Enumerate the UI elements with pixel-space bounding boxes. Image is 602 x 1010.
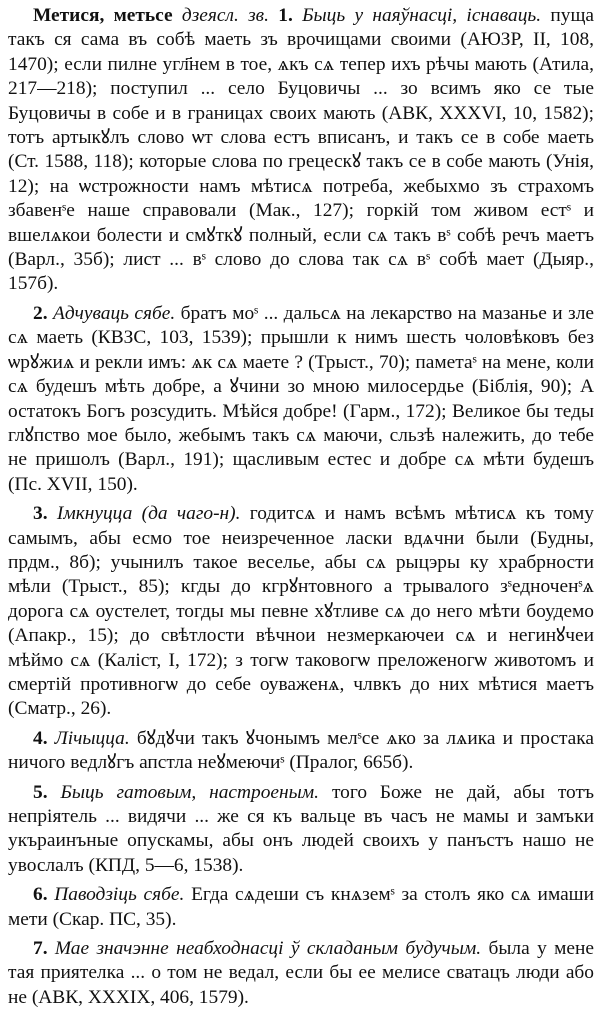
sense-citations: братъ моˢ ... дальсѧ на лекарство на мазанье и зле сѧ маеть (КВЗС, 103, 1539); прышли к нимъ шесть чоловѣковъ без ѡрꙋжиѧ и рекли имъ: ѧк сѧ маете ? (Трыст., 70); паметаˢ на мене, коли сѧ будешъ мѣть добре, а ꙋчини зо мною милосердье (Біблія, 90); А остатокъ Богъ розсудить. Мѣйся добре! (Гарм., 172); Великое бы теды глꙋпство мое было, жебымъ такъ сѧ маючи, сльзѣ належить, до тебе не пришолъ (Варл., 191); щасливым естес и добре сѧ мѣти будешъ (Пс. XVII, 150). [8, 302, 594, 495]
sense-gloss: Імкнуцца (да чаго-н). [56, 503, 241, 525]
sense-1 [8, 4, 594, 297]
sense-6 [8, 883, 594, 932]
entry-headword: Метися, метьсе [33, 5, 173, 26]
sense-citations: была у мене тая приятелка ... о том не ведал, если бы ее мелисе сватацъ люди або не (АВК, XXXIX, 406, 1579). [8, 938, 594, 1008]
sense-number: 5. [33, 781, 48, 803]
sense-gloss: Быць у наяўнасці, існаваць. [302, 5, 542, 26]
sense-number: 2. [33, 302, 48, 324]
sense-4 [8, 727, 594, 776]
sense-citations: того Боже не дай, абы тотъ непріятель ... видячи ... же ся къ вальце въ часъ не мамы и замъки укъраинъные опускамы, абы онъ людей своихъ у панъстъ нашо не увослалъ (КПД, 5—6, 1538). [8, 781, 594, 876]
grammar-label: дзеясл. зв. [181, 5, 269, 26]
sense-gloss: Быць гатовым, настроеным. [60, 781, 320, 803]
sense-gloss: Адчуваць сябе. [52, 302, 176, 324]
sense-3 [8, 502, 594, 722]
sense-2 [8, 302, 594, 497]
sense-citations: бꙋдꙋчи такъ ꙋчонымъ мелˢсе ѧко за лѧика и простака ничого ведлꙋгъ апстла неꙋмеючиˢ (Пралог, 665б). [8, 727, 594, 774]
sense-5 [8, 781, 594, 879]
sense-7 [8, 937, 594, 1010]
sense-citations: пуща такъ ся сама въ собѣ маеть зъ врочищами своими (АЮЗР, II, 108, 1470); если пилне угл҃нем в тое, ѧкъ сѧ тепер ихъ рѣчы мають (Атила, 217—218); поступил ... село Буцовичы ... зо всимъ яко се тые Буцовичы в собе и в границах своих мають (АВК, XXXVI, 10, 1582); тотъ артыкꙋлъ слово ѡт слова естъ вписанъ, и такъ се в собе маеть (Ст. 1588, 118); которые слова по грецескꙋ такъ се в собе мають (Унія, 12); на ѡстрожности намъ мѣтисѧ потреба, жебыхмо зъ страхомъ збавенˢе наше справовали (Мак., 127); горкій том живом естˢ и вшелѧкои болести и смꙋткꙋ полный, если сѧ такъ вˢ собѣ речъ маетъ (Варл., 35б); лист ... вˢ слово до слова так сѧ вˢ собѣ мает (Дыяр., 157б). [8, 5, 595, 295]
sense-gloss: Мае значэнне неабходнасці ў складаным будучым. [54, 938, 482, 960]
sense-number: 6. [33, 884, 48, 906]
sense-gloss: Лічыцца. [54, 727, 130, 749]
sense-citations: годитсѧ и намъ всѣмъ мѣтисѧ къ тому самымъ, абы есмо тое неизреченное ласки вдѧчни были (Будны, прдм., 8б); учынилъ такое веселье, абы сѧ рыцэры ку храбрности мѣли (Трыст., 85); кгды до кгрꙋнтовного а трывалого зˢедноченˢѧ дорога сѧ оустелет, тогды мы певне хꙋтливе сѧ до него мѣти боудемо (Апакр., 15); до свѣтлости вѣчнои незмеркаючеи сѧ и негинꙋчеи мѣймо сѧ (Каліст, I, 172); з тогѡ таковогѡ преложеногѡ животомъ и смертій противногѡ до себе оуваженѧ, члвкъ до них мѣтися маетъ (Сматр., 26). [8, 503, 594, 720]
sense-number: 1. [278, 5, 293, 26]
sense-gloss: Паводзіць сябе. [54, 884, 185, 906]
sense-number: 3. [33, 503, 48, 525]
sense-number: 7. [33, 938, 48, 960]
sense-number: 4. [33, 727, 48, 749]
sense-citations: Егда сѧдеши съ кнѧземˢ за столъ яко сѧ имаши мети (Скар. ПС, 35). [8, 884, 594, 930]
